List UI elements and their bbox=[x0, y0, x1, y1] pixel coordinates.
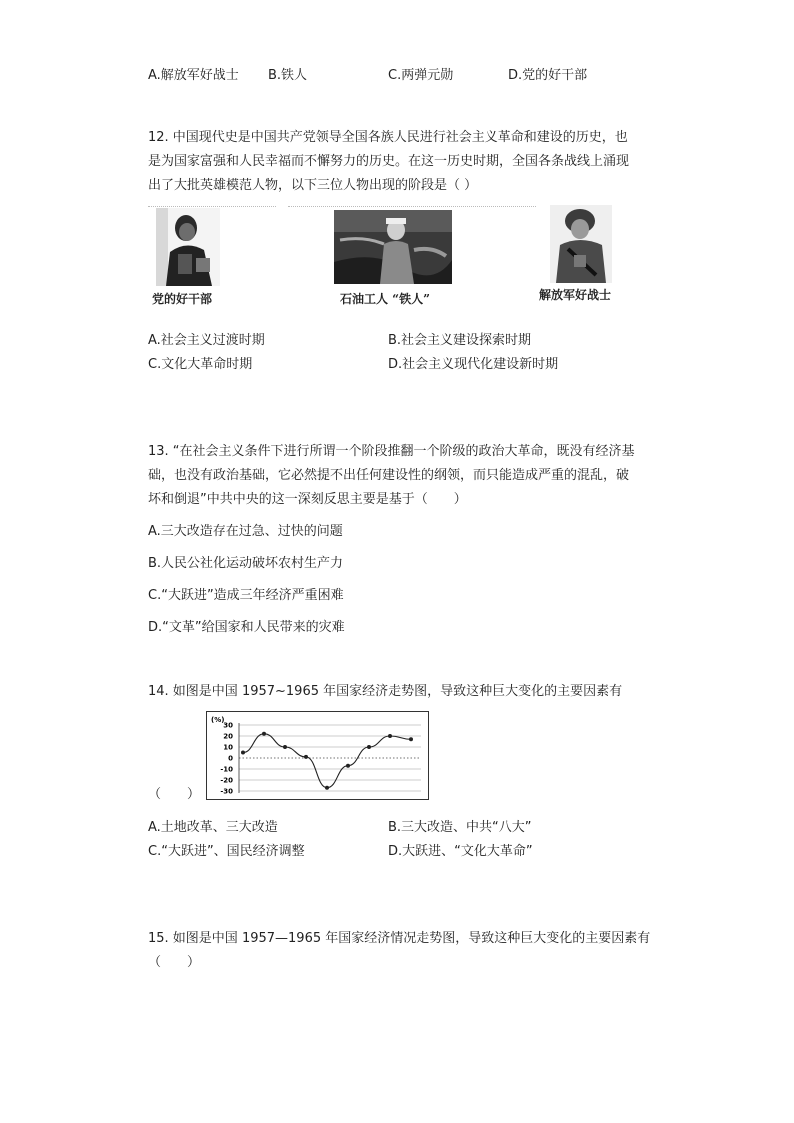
chart-ytick-label: 30 bbox=[223, 721, 233, 730]
chart-ylabel: (%) bbox=[211, 716, 225, 724]
chart-data-point bbox=[367, 745, 371, 749]
q13-option-b: B.人民公社化运动破坏农村生产力 bbox=[148, 556, 344, 571]
q13-option-a: A.三大改造存在过急、过快的问题 bbox=[148, 524, 343, 539]
q13-line-1: 13. “在社会主义条件下进行所谓一个阶段推翻一个阶级的政治大革命，既没有经济基 bbox=[148, 444, 635, 459]
divider-dotted bbox=[288, 206, 536, 207]
q12-line-2: 是为国家富强和人民幸福而不懈努力的历史。在这一历史时期，全国各条战线上涌现 bbox=[148, 154, 630, 169]
q14-option-b: B.三大改造、中共“八大” bbox=[388, 820, 532, 835]
q14-option-a: A.土地改革、三大改造 bbox=[148, 820, 278, 835]
q12-option-d: D.社会主义现代化建设新时期 bbox=[388, 357, 559, 372]
q14-question: 14. 如图是中国 1957~1965 年国家经济走势图，导致这种巨大变化的主要因素有 bbox=[148, 684, 623, 699]
caption-iron-man: 石油工人 “铁人” bbox=[340, 292, 430, 306]
chart-data-point bbox=[241, 751, 245, 755]
chart-ytick-label: 10 bbox=[223, 743, 233, 752]
q11-option-c: C.两弹元勋 bbox=[388, 68, 454, 83]
caption-pla-soldier: 解放军好战士 bbox=[539, 288, 612, 302]
q15-question: 15. 如图是中国 1957—1965 年国家经济情况走势图，导致这种巨大变化的主要因素有 bbox=[148, 931, 651, 946]
q15-blank: （ ） bbox=[148, 955, 201, 970]
chart-data-point bbox=[283, 745, 287, 749]
q11-option-b: B.铁人 bbox=[268, 68, 308, 83]
q13-line-3: 坏和倒退”中共中央的这一深刻反思主要是基于（ ） bbox=[148, 492, 467, 507]
chart-data-point bbox=[262, 732, 266, 736]
chart-data-point bbox=[304, 755, 308, 759]
chart-series-line bbox=[243, 734, 411, 788]
q13-option-c: C.“大跃进”造成三年经济严重困难 bbox=[148, 588, 344, 603]
chart-data-point bbox=[346, 764, 350, 768]
q12-line-1: 12. 中国现代史是中国共产党领导全国各族人民进行社会主义革命和建设的历史，也 bbox=[148, 130, 628, 145]
chart-data-point bbox=[388, 734, 392, 738]
q12-question bbox=[148, 126, 668, 198]
chart-ytick-label: -30 bbox=[220, 787, 233, 796]
caption-party-cadre: 党的好干部 bbox=[152, 292, 213, 306]
q13-question bbox=[148, 440, 668, 512]
divider-dotted bbox=[148, 206, 276, 207]
chart-data-point bbox=[409, 737, 413, 741]
q12-line-3: 出了大批英雄模范人物，以下三位人物出现的阶段是（ ） bbox=[148, 178, 478, 193]
q14-option-d: D.大跃进、“文化大革命” bbox=[388, 844, 533, 859]
q11-option-d: D.党的好干部 bbox=[508, 68, 588, 83]
chart-data-point bbox=[325, 786, 329, 790]
q12-option-a: A.社会主义过渡时期 bbox=[148, 333, 265, 348]
q14-option-c: C.“大跃进”、国民经济调整 bbox=[148, 844, 305, 859]
q12-option-c: C.文化大革命时期 bbox=[148, 357, 253, 372]
chart-ytick-label: 20 bbox=[223, 732, 233, 741]
photo-pla-soldier bbox=[550, 205, 612, 283]
chart-svg bbox=[207, 712, 428, 799]
q13-option-d: D.“文革”给国家和人民带来的灾难 bbox=[148, 620, 345, 635]
photo-party-cadre bbox=[156, 208, 220, 286]
chart-ytick-label: 0 bbox=[228, 754, 233, 763]
q14-blank: （ ） bbox=[148, 787, 201, 802]
q12-option-b: B.社会主义建设探索时期 bbox=[388, 333, 532, 348]
chart-ytick-label: -20 bbox=[220, 776, 233, 785]
q13-line-2: 础，也没有政治基础，它必然提不出任何建设性的纲领，而只能造成严重的混乱，破 bbox=[148, 468, 630, 483]
chart-ytick-label: -10 bbox=[220, 765, 233, 774]
photo-iron-man bbox=[334, 210, 452, 284]
economy-trend-chart bbox=[206, 711, 429, 800]
q11-option-a: A.解放军好战士 bbox=[148, 68, 239, 83]
